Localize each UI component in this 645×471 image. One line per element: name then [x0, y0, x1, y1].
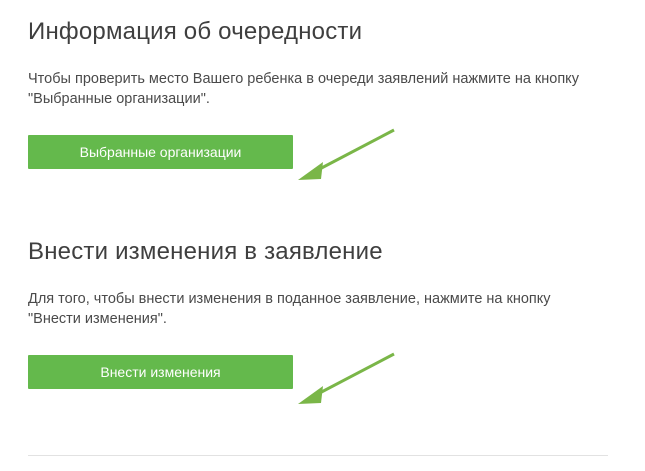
- section-title-edit-application: Внести изменения в заявление: [28, 238, 383, 265]
- bottom-divider: [28, 455, 608, 456]
- edit-application-button[interactable]: Внести изменения: [28, 355, 293, 389]
- edit-application-description: Для того, чтобы внести изменения в поданное заявление, нажмите на кнопку "Внести изменения".: [28, 290, 551, 327]
- queue-info-description: Чтобы проверить место Вашего ребенка в очереди заявлений нажмите на кнопку "Выбранные организации".: [28, 70, 579, 107]
- section-edit-application: [28, 238, 608, 389]
- selected-organizations-button[interactable]: Выбранные организации: [28, 135, 293, 169]
- page-title: Информация об очередности: [28, 18, 363, 45]
- section-queue-info: [28, 18, 608, 169]
